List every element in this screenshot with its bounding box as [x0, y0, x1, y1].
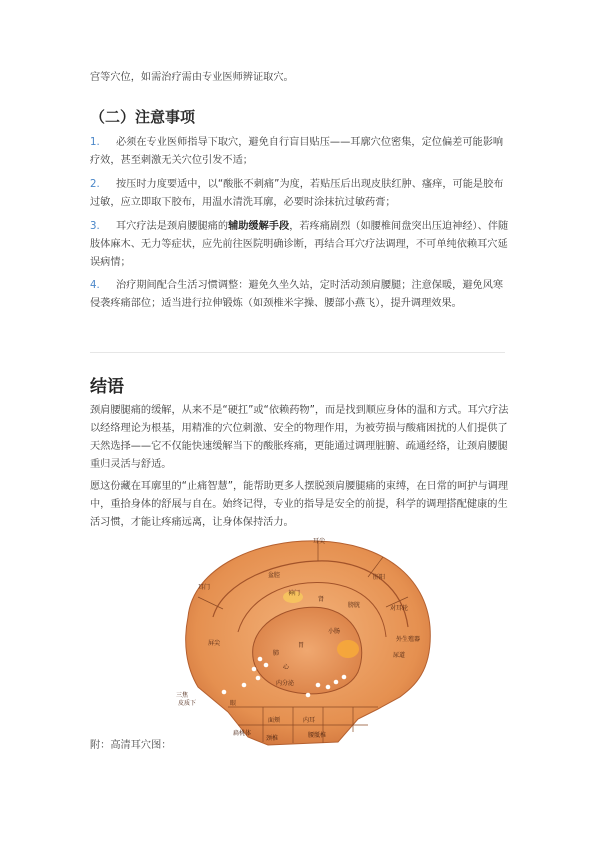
note-number: 1.	[90, 137, 100, 148]
ear-acupoint-label: 扁桃体	[233, 730, 252, 737]
top-fragment: 宫等穴位，如需治疗需由专业医师辨证取穴。	[90, 72, 294, 83]
ear-acupoint-label: 面颊	[268, 717, 281, 724]
ear-acupoint-label: 对耳轮	[390, 605, 409, 612]
ear-label-helix: 耳尖	[313, 538, 326, 545]
note-item-1	[90, 134, 510, 170]
conclusion-heading: 结语	[90, 377, 124, 397]
ear-acupoint-label: 外生殖器	[396, 636, 421, 643]
note-item-4	[90, 277, 510, 313]
note-bold-text: 辅助缓解手段	[228, 221, 290, 232]
note-text: 按压时力度要适中，以“酸胀不刺痛”为度，若贴压后出现皮肤红肿、瘙痒，可能是胶布过敏，应立即取下胶布，用温水清洗耳廓，必要时涂抹抗过敏药膏；	[90, 179, 504, 208]
note-text: 必须在专业医师指导下取穴，避免自行盲目贴压——耳廓穴位密集，定位偏差可能影响疗效，甚至刺激无关穴位引发不适；	[90, 137, 504, 166]
ear-acupoint-label: 肾	[318, 596, 325, 603]
section-divider	[90, 352, 505, 353]
ear-acupoint-label: 颈椎	[266, 735, 279, 742]
ear-acupoint-label: 肝阳	[373, 574, 386, 581]
note-text-cont: ，若疼痛剧烈（如腰椎间盘突出压迫神经）、伴随肢体麻木、无力等症状，应先前往医院明确诊断，再结合耳穴疗法调理，不可单纯依赖耳穴延误病情；	[90, 221, 509, 268]
ear-acupoint-label: 尿道	[393, 652, 406, 659]
ear-acupoint-label: 皮质下	[178, 700, 197, 707]
ear-acupoint-label: 内分泌	[276, 680, 295, 687]
ear-acupoint-label: 三焦	[176, 692, 189, 699]
note-text: 治疗期间配合生活习惯调整：避免久坐久站，定时活动颈肩腰腿；注意保暖，避免风寒侵袭疼痛部位；适当进行拉伸锻炼（如颈椎米字操、腰部小燕飞），提升调理效果。	[90, 280, 504, 309]
ear-acupoint-label: 神门	[288, 590, 301, 597]
ear-acupoint-label: 眼	[230, 700, 237, 707]
ear-acupoint-label: 屏尖	[208, 640, 221, 647]
section-heading-notes: （二）注意事项	[90, 108, 196, 126]
conclusion-paragraph-1: 颈肩腰腿痛的缓解，从来不是“硬扛”或“依赖药物”，而是找到顺应身体的温和方式。耳穴疗法以经络理论为根基，用精准的穴位刺激、安全的物理作用，为被劳损与酸痛困扰的人们提供了天然选择——它不仅能快速缓解当下的酸胀疼痛，更能通过调理脏腑、疏通经络，让颈肩腰腿重归灵活与舒适。	[90, 405, 509, 470]
ear-acupoint-label: 膀胱	[348, 602, 361, 609]
note-item-3	[90, 218, 510, 272]
ear-acupoint-label: 心	[283, 664, 290, 671]
note-number: 2.	[90, 179, 100, 190]
ear-acupoint-label: 盆腔	[268, 572, 281, 579]
image-caption: 附：高清耳穴图：	[90, 740, 172, 751]
ear-acupoint-label: 腰骶椎	[308, 732, 327, 739]
note-number: 4.	[90, 280, 100, 291]
ear-acupoint-label: 小肠	[328, 628, 341, 635]
note-item-2	[90, 176, 510, 212]
conclusion-paragraph-2: 愿这份藏在耳廓里的“止痛智慧”，能帮助更多人摆脱颈肩腰腿痛的束缚，在日常的呵护与调理中，重拾身体的舒展与自在。始终记得，专业的指导是安全的前提，科学的调理搭配健康的生活习惯，才能让疼痛远离，让身体保持活力。	[90, 481, 509, 528]
ear-acupoint-image	[168, 537, 434, 747]
ear-acupoint-label: 胃	[298, 642, 305, 649]
note-number: 3.	[90, 221, 100, 232]
ear-acupoint-label: 肺	[273, 650, 280, 657]
ear-acupoint-label: 内耳	[303, 717, 316, 724]
note-text: 耳穴疗法是颈肩腰腿痛的	[116, 221, 229, 232]
ear-acupoint-label: 耳门	[198, 584, 211, 591]
